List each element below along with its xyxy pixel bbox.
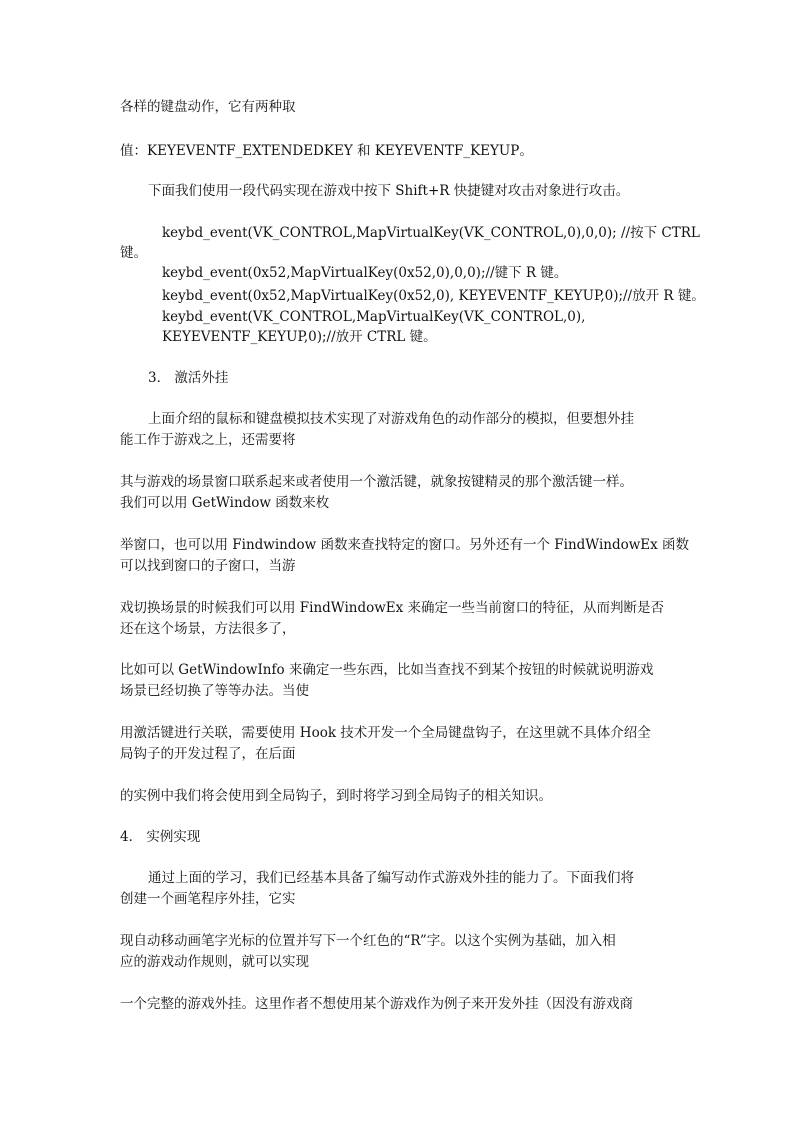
code-line: keybd_event(VK_CONTROL,MapVirtualKey(VK_CONTROL,0), [162, 309, 586, 325]
paragraph-line: 其与游戏的场景窗口联系起来或者使用一个激活键，就象按键精灵的那个激活键一样。 [120, 474, 633, 490]
paragraph-line: 现自动移动画笔字光标的位置并写下一个红色的“R”字。以这个实例为基础，加入相 [120, 933, 616, 949]
paragraph-line: 可以找到窗口的子窗口，当游 [120, 558, 296, 574]
paragraph-line: 下面我们使用一段代码实现在游戏中按下 Shift+R 快捷键对攻击对象进行攻击。 [148, 183, 630, 199]
paragraph-line: 举窗口，也可以用 Findwindow 函数来查找特定的窗口。另外还有一个 FindWindowEx 函数 [120, 537, 690, 553]
paragraph-line: 创建一个画笔程序外挂，它实 [120, 891, 296, 907]
paragraph-line: 戏切换场景的时候我们可以用 FindWindowEx 来确定一些当前窗口的特征，从而判断是否 [120, 600, 665, 616]
paragraph-line: 还在这个场景，方法很多了， [120, 621, 296, 637]
paragraph-line: 通过上面的学习，我们已经基本具备了编写动作式游戏外挂的能力了。下面我们将 [148, 870, 634, 886]
paragraph-line: 比如可以 GetWindowInfo 来确定一些东西，比如当查找不到某个按钮的时候就说明游戏 [120, 662, 654, 678]
paragraph-line: 上面介绍的鼠标和键盘模拟技术实现了对游戏角色的动作部分的模拟，但要想外挂 [148, 411, 634, 427]
paragraph-line: 的实例中我们将会使用到全局钩子，到时将学习到全局钩子的相关知识。 [120, 788, 552, 804]
paragraph-line: 各样的键盘动作，它有两种取 [120, 99, 296, 115]
paragraph-line: 局钩子的开发过程了，在后面 [120, 746, 296, 762]
paragraph-line: 场景已经切换了等等办法。当使 [120, 683, 309, 699]
paragraph-line: 值：KEYEVENTF_EXTENDEDKEY 和 KEYEVENTF_KEYUP。 [120, 143, 533, 159]
section-heading: 3． 激活外挂 [148, 370, 229, 386]
section-heading: 4． 实例实现 [120, 829, 201, 845]
paragraph-line: 能工作于游戏之上，还需要将 [120, 432, 296, 448]
code-line: keybd_event(0x52,MapVirtualKey(0x52,0),0,0);//键下 R 键。 [162, 265, 568, 281]
paragraph-line: 用激活键进行关联，需要使用 Hook 技术开发一个全局键盘钩子，在这里就不具体介绍全 [120, 725, 651, 741]
paragraph-line: 应的游戏动作规则，就可以实现 [120, 954, 309, 970]
code-line: 键。 [120, 245, 147, 261]
paragraph-line: 我们可以用 GetWindow 函数来枚 [120, 495, 330, 511]
paragraph-line: 一个完整的游戏外挂。这里作者不想使用某个游戏作为例子来开发外挂（因没有游戏商 [120, 996, 633, 1012]
code-line: keybd_event(0x52,MapVirtualKey(0x52,0), KEYEVENTF_KEYUP,0);//放开 R 键。 [162, 288, 705, 304]
code-line: KEYEVENTF_KEYUP,0);//放开 CTRL 键。 [162, 329, 437, 345]
code-line: keybd_event(VK_CONTROL,MapVirtualKey(VK_CONTROL,0),0,0); //按下 CTRL [162, 225, 700, 241]
